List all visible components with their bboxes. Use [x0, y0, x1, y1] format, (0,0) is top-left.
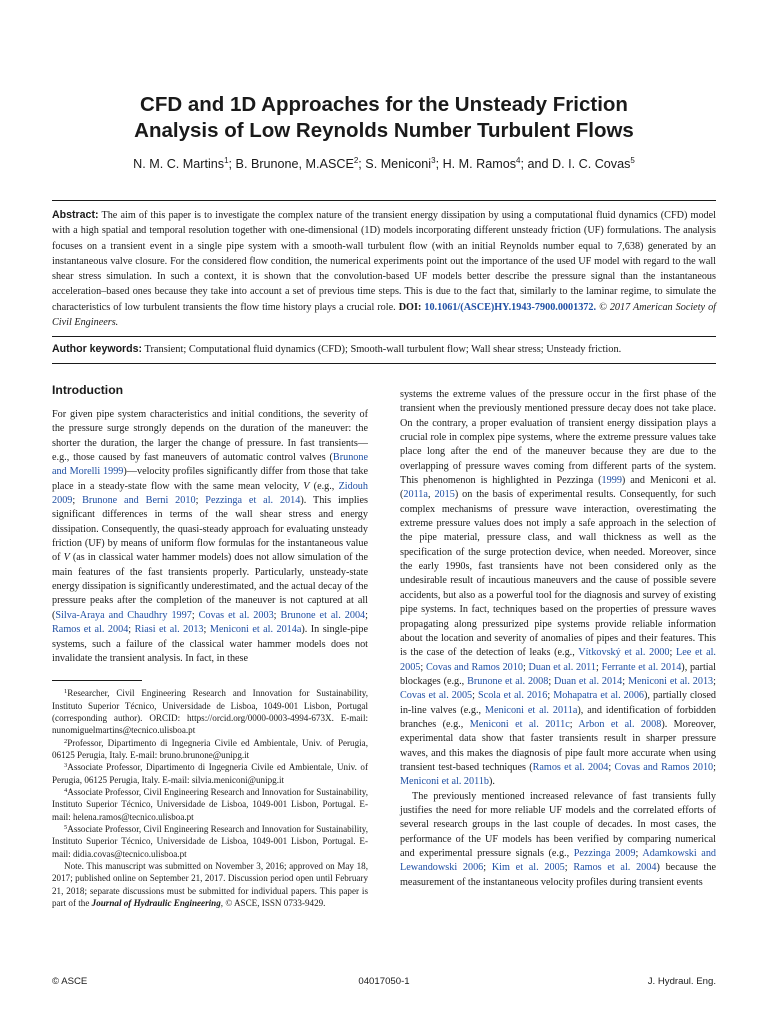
paper-title: [40, 92, 728, 144]
body-text: ;: [569, 718, 579, 730]
citation-link[interactable]: Covas et al. 2005: [400, 690, 473, 702]
abstract: [52, 208, 716, 330]
body-text: ;: [191, 609, 199, 621]
keywords-label: Author keywords:: [52, 343, 143, 355]
citation-link[interactable]: Duan et al. 2011: [528, 661, 596, 673]
author-name: S. Meniconi: [365, 157, 432, 171]
body-text: ;: [472, 690, 479, 702]
abstract-copyright: © 2017 American Society of Civil Engineers.: [52, 301, 716, 329]
body-text: ) and Meniconi et al. (: [400, 475, 716, 501]
citation-link[interactable]: Riasi et al. 2013: [134, 624, 204, 636]
body-text: ;: [596, 661, 602, 673]
abstract-label: Abstract:: [52, 209, 99, 221]
body-text: ,: [427, 489, 435, 501]
doi-label: DOI:: [398, 301, 422, 313]
math-symbol: V: [303, 480, 310, 492]
citation-link[interactable]: Arbon et al. 2008: [578, 718, 662, 730]
body-text: ;: [608, 761, 615, 773]
keywords-divider: [52, 363, 716, 364]
citation-link[interactable]: Mohapatra et al. 2006: [553, 690, 645, 702]
body-text: ) on the basis of experimental results. Consequently, for such complex mechanisms of pressure wave interaction, overestimating the extreme pressure values does not imply a safe approach in the selection of the pipe material, pressure class, and wall thickness as well as the specification of the surge protection device, when needed. Moreover, since the early 1990s, fast transients have not been considered only as the undesirable result of incautious maneuvers and the cause of possible severe accidents, but also as a powerful tool for the diagnosis and survey of existing pipe systems. In fact, techniques based on the properties of pressure waves propagating along pressurized pipe systems provide reliable information about the location and severity of anomalies of pipes and their features. This is the case of the detection of leaks (e.g.,: [400, 489, 717, 659]
citation-link[interactable]: Zidouh 2009: [52, 480, 368, 507]
body-text: ;: [483, 862, 492, 874]
body-text: ). Moreover, experimental data show that faster transients result in sharper pressure waves, and this makes the diagnosis of pipe fault more accurate when using transient test-based techniques (: [400, 718, 716, 773]
author-name: D. I. C. Covas: [552, 157, 631, 171]
footer-journal: J. Hydraul. Eng.: [647, 976, 716, 987]
citation-link[interactable]: 2015: [434, 489, 455, 501]
footnote-text: Associate Professor, Dipartimento di Ingegneria Civile ed Ambientale, Univ. of Perugia, 06125 Perugia, Italy. E-mail: silvia.meniconi@unipg.it: [52, 762, 368, 785]
body-text: ), partial blockages (e.g.,: [400, 661, 716, 687]
body-text: ), and identification of forbidden branches (e.g.,: [400, 704, 716, 730]
footnote-divider: [52, 680, 142, 681]
author-separator: ;: [228, 157, 236, 171]
body-text: ;: [564, 862, 574, 874]
body-text: The previously mentioned increased relevance of fast transients fully justifies the need for more reliable UF models and the correlated efforts of several research groups in the last couple of decades. In most cases, the performance of the UF models has been verified by comparing numerical and experimental pressure signals (e.g.,: [400, 790, 716, 859]
footnote-affiliation: [52, 786, 368, 823]
citation-link[interactable]: Ramos et al. 2004: [573, 862, 657, 874]
body-text: ;: [669, 647, 677, 659]
author-separator: ;: [435, 157, 443, 171]
manuscript-note: [52, 860, 368, 909]
citation-link[interactable]: 2011a: [403, 489, 428, 501]
citation-link[interactable]: Covas et al. 2003: [198, 609, 274, 621]
intro-paragraph-2: [400, 790, 716, 890]
body-text: ). In single-pipe systems, such a failure of the classical water hammer models does not invalidate the transient analysis. In fact, in these: [52, 624, 368, 664]
author-separator: ;: [358, 157, 366, 171]
citation-link[interactable]: Scola et al. 2016: [478, 690, 548, 702]
citation-link[interactable]: Covas and Ramos 2010: [614, 761, 714, 773]
author-affiliation-marker: 2: [353, 156, 359, 165]
body-text: ;: [713, 761, 716, 773]
body-text: (as in classical water hammer models) does not allow simulation of the main features of the fast transients properly. Particularly, unsteady-state energy dissipation is significantly underestimated, and the actual decay of the pressure peaks after the completion of the maneuver is not captured at all (: [52, 552, 368, 621]
footnote-marker: 2: [64, 737, 68, 745]
body-text: ;: [273, 609, 281, 621]
body-text: ;: [713, 675, 716, 687]
keywords-text: Transient; Computational fluid dynamics (CFD); Smooth-wall turbulent flow; Wall shear stress; Unsteady friction.: [142, 344, 622, 355]
citation-link[interactable]: Brunone and Morelli 1999: [52, 452, 368, 478]
body-text: ;: [522, 661, 529, 673]
footnote-text: Researcher, Civil Engineering Research and Innovation for Sustainability, Instituto Superior Técnico, Universidade de Lisboa, 1049-001 Lisbon, Portugal (corresponding author). ORCID: https://orcid.org/0000-0003-4994-673X. E-mail: nunomiguelmartins@tecnico.ulisboa.pt: [52, 688, 368, 736]
citation-link[interactable]: Ferrante et al. 2014: [601, 661, 682, 673]
footnote-marker: 4: [64, 786, 68, 794]
citation-link[interactable]: Silva-Araya and Chaudhry 1997: [55, 609, 192, 621]
section-heading-introduction: Introduction: [52, 383, 124, 397]
footnote-affiliation: [52, 737, 368, 762]
right-column: [400, 388, 716, 890]
author-list: [40, 156, 728, 172]
paper-title-line1: CFD and 1D Approaches for the Unsteady Friction: [140, 93, 628, 116]
body-text: ;: [203, 624, 210, 636]
journal-name: Journal of Hydraulic Engineering: [91, 898, 221, 909]
math-symbol: V: [63, 552, 70, 564]
intro-paragraph-1-continued: [400, 388, 716, 790]
author-affiliation-marker: 3: [431, 156, 436, 165]
note-issn: , © ASCE, ISSN 0733-9429.: [220, 898, 326, 909]
left-column: [52, 382, 368, 909]
body-text: For given pipe system characteristics and initial conditions, the severity of the pressure surge strongly depends on the duration of the maneuver: the shorter the duration, the larger the change of pressure. In fast transients—e.g., those caused by fast maneuvers of automatic control valves (: [52, 409, 368, 464]
abstract-divider: [52, 336, 716, 337]
citation-link[interactable]: 1999: [601, 475, 622, 487]
author-affiliation-marker: 1: [224, 156, 229, 165]
intro-paragraph-1: [52, 408, 368, 666]
body-text: ;: [365, 609, 368, 621]
body-text: ), partially closed in-line valves (e.g.,: [400, 690, 716, 716]
footer-article-number: 04017050-1: [358, 976, 410, 987]
citation-link[interactable]: Meniconi et al. 2011c: [469, 718, 570, 730]
page-footer: [52, 976, 716, 990]
citation-link[interactable]: Meniconi et al. 2013: [627, 675, 714, 687]
citation-link[interactable]: Meniconi et al. 2014a: [209, 624, 302, 636]
body-text: systems the extreme values of the pressure occur in the first phase of the transient when the previously mentioned pressure decay does not take place. On the contrary, a proper evaluation of transient energy dissipation plays a crucial role in complex pipe systems, where the extreme pressure values take place long after the end of the maneuver because they are due to the overlapping of pressure waves coming from different parts of the system. This phenomenon is highlighted in Pezzinga (: [400, 389, 716, 487]
author-affiliation-marker: 5: [630, 156, 635, 165]
body-text: ;: [547, 690, 554, 702]
footnote-text: Professor, Dipartimento di Ingegneria Civile ed Ambientale, Univ. of Perugia, 06125 Perugia, Italy. E-mail: bruno.brunone@unipg.it: [52, 737, 368, 760]
citation-link[interactable]: Ramos et al. 2004: [532, 761, 609, 773]
paper-title-line2: Analysis of Low Reynolds Number Turbulent Flows: [134, 119, 634, 142]
footnote-affiliation: [52, 823, 368, 860]
citation-link[interactable]: Brunone et al. 2008: [467, 675, 549, 687]
footnote-marker: 5: [64, 823, 68, 831]
body-text: ;: [548, 675, 555, 687]
citation-link[interactable]: Meniconi et al. 2011b: [400, 776, 490, 788]
citation-link[interactable]: Ramos et al. 2004: [52, 624, 129, 636]
author-affiliation-marker: 4: [516, 156, 521, 165]
citation-link[interactable]: Duan et al. 2014: [554, 675, 623, 687]
footer-publisher: © ASCE: [52, 976, 88, 987]
doi-link[interactable]: 10.1061/(ASCE)HY.1943-7900.0001372.: [424, 301, 597, 313]
citation-link[interactable]: Pezzinga 2009: [573, 848, 636, 859]
citation-link[interactable]: Lee et al. 2005: [400, 647, 716, 673]
body-text: (e.g.,: [309, 480, 339, 492]
body-text: ;: [195, 495, 206, 507]
citation-link[interactable]: Brunone and Berni 2010: [82, 495, 196, 507]
body-text: ) because the measurement of the instantaneous velocity profiles during transient events: [400, 862, 716, 888]
author-name: B. Brunone, M.ASCE: [235, 157, 354, 171]
author-keywords: [52, 342, 716, 357]
body-text: ). This implies significant differences in terms of the wall shear stress and energy dissipation. Consequently, the quasi-steady approach for evaluating unsteady friction (UF) by means of uniform flow formulas for the instantaneous value of: [52, 495, 368, 564]
citation-link[interactable]: Covas and Ramos 2010: [425, 661, 523, 673]
citation-link[interactable]: Kim et al. 2005: [491, 862, 565, 874]
footnote-text: Associate Professor, Civil Engineering Research and Innovation for Sustainability, Instituto Superior Técnico, Universidade de Lisboa, 1049-001 Lisbon, Portugal. E-mail: didia.covas@tecnico.ulisboa.pt: [52, 823, 368, 859]
body-text: )—velocity profiles significantly differ from those that take place in a steady-state flow with the same mean velocity,: [52, 466, 368, 492]
footnote-affiliation: [52, 761, 368, 786]
footnotes: [52, 687, 368, 909]
footnote-affiliation: [52, 687, 368, 736]
body-text: ;: [635, 848, 643, 859]
citation-link[interactable]: Meniconi et al. 2011a: [484, 704, 578, 716]
top-divider: [52, 200, 716, 201]
citation-link[interactable]: Brunone et al. 2004: [280, 609, 366, 621]
author-name: N. M. C. Martins: [133, 157, 225, 171]
footnote-marker: 3: [64, 762, 68, 770]
note-text: Note. This manuscript was submitted on November 3, 2016; approved on May 18, 2017; published online on September 21, 2017. Discussion period open until February 21, 2018; separate discussions must be submitted for individual papers. This paper is part of the: [52, 861, 368, 909]
author-separator: ; and: [520, 157, 553, 171]
body-text: ;: [622, 675, 628, 687]
citation-link[interactable]: Adamkowski and Lewandowski 2006: [400, 848, 717, 874]
citation-link[interactable]: Pezzinga et al. 2014: [205, 495, 301, 507]
footnote-marker: 1: [64, 688, 68, 696]
body-text: ;: [128, 624, 135, 636]
author-name: H. M. Ramos: [442, 157, 517, 171]
body-text: ;: [420, 661, 426, 673]
body-text: ;: [72, 495, 83, 507]
footnote-text: Associate Professor, Civil Engineering Research and Innovation for Sustainability, Instituto Superior Técnico, Universidade de Lisboa, 1049-001 Lisbon, Portugal. E-mail: helena.ramos@tecnico.ulisboa.pt: [52, 786, 368, 822]
abstract-text: The aim of this paper is to investigate the complex nature of the transient energy dissipation by using a computational fluid dynamics (CFD) model with a high spatial and temporal resolution together with one-dimensional (1D) models incorporating different unsteady friction (UF) formulations. The analysis focuses on a transient event in a single pipe system with a smooth-wall turbulent flow (with an initial Reynolds number equal to 7,638) generated by an instantaneous valve closure. For the considered flow condition, the numerical experiments point out the importance of the used UF model with regard to the wall shear stress simulation. In such a context, it is shown that the convolution-based UF models better describe the pressure signal than the instantaneous acceleration–based ones because they take into account a set of previous time steps. This is due to the fact that, similarly to the laminar regime, to simulate the characteristics of low turbulent transients the flow time history plays a crucial role.: [52, 210, 716, 313]
citation-link[interactable]: Vítkovský et al. 2000: [578, 647, 670, 659]
body-text: ).: [489, 776, 495, 788]
